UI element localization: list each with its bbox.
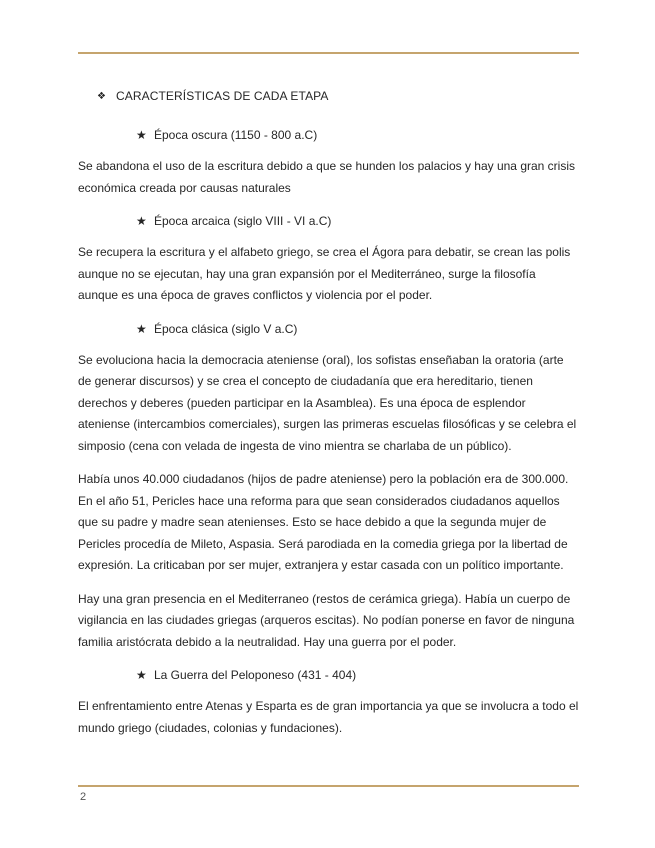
section-heading (78, 86, 579, 106)
star-bullet-icon: ★ (136, 668, 147, 682)
paragraph: Se abandona el uso de la escritura debido a que se hunden los palacios y hay una gran crisis económica creada por causas naturales (78, 159, 575, 195)
subheading-label: Época arcaica (siglo VIII - VI a.C) (154, 214, 332, 228)
subheading-label: Época oscura (1150 - 800 a.C) (154, 128, 318, 142)
subheading-label: Época clásica (siglo V a.C) (154, 321, 298, 336)
subheading-guerra-peloponeso (78, 665, 579, 685)
page-number: 2 (80, 791, 87, 803)
paragraph: Se recupera la escritura y el alfabeto griego, se crea el Ágora para debatir, se crean las polis aunque no se ejecutan, hay una gran expansión por el Mediterráneo, surge la filosofía aunque es una época de graves conflictos y violencia por el poder. (78, 245, 571, 302)
diamond-bullet-icon: ❖ (97, 90, 107, 102)
star-bullet-icon: ★ (136, 321, 147, 336)
star-bullet-icon: ★ (136, 128, 147, 142)
subheading-epoca-clasica (78, 319, 579, 339)
subheading-epoca-arcaica (78, 211, 579, 231)
paragraph: Se evoluciona hacia la democracia ateniense (oral), los sofistas enseñaban la oratoria (arte de generar discursos) y se crea el concepto de ciudadanía que era hereditario, tienen derechos y deberes (pueden participar en la Asamblea). Es una época de esplendor ateniense (intercambios comerciales), surgen las primeras escuelas filosóficas y se celebra el simposio (cena con velada de ingesta de vino mientra se charlaba de un público). (78, 352, 577, 453)
header-rule (78, 52, 579, 54)
subheading-epoca-oscura (78, 125, 579, 145)
footer-rule (78, 785, 579, 787)
paragraph: Había unos 40.000 ciudadanos (hijos de padre ateniense) pero la población era de 300.000. En el año 51, Pericles hace una reforma para que sean considerados ciudadanos aquellos que su padre y madre sean atenienses. Esto se hace debido a que la segunda mujer de Pericles procedía de Mileto, Aspasia. Será parodiada en la comedia griega por la libertad de expresión. La criticaban por ser mujer, extranjera y estar casada con un político importante. (78, 472, 569, 572)
page-content (78, 86, 579, 751)
paragraph: El enfrentamiento entre Atenas y Esparta es de gran importancia ya que se involucra a todo el mundo griego (ciudades, colonias y fundaciones). (78, 699, 579, 735)
subheading-label: La Guerra del Peloponeso (431 - 404) (154, 668, 357, 682)
paragraph: Hay una gran presencia en el Mediterraneo (restos de cerámica griega). Había un cuerpo de vigilancia en las ciudades griegas (arqueros escitas). No podían ponerse en favor de ninguna familia aristócrata debido a la neutralidad. Hay una guerra por el poder. (78, 591, 575, 649)
star-bullet-icon: ★ (136, 214, 147, 228)
section-title: CARACTERÍSTICAS DE CADA ETAPA (116, 89, 329, 103)
